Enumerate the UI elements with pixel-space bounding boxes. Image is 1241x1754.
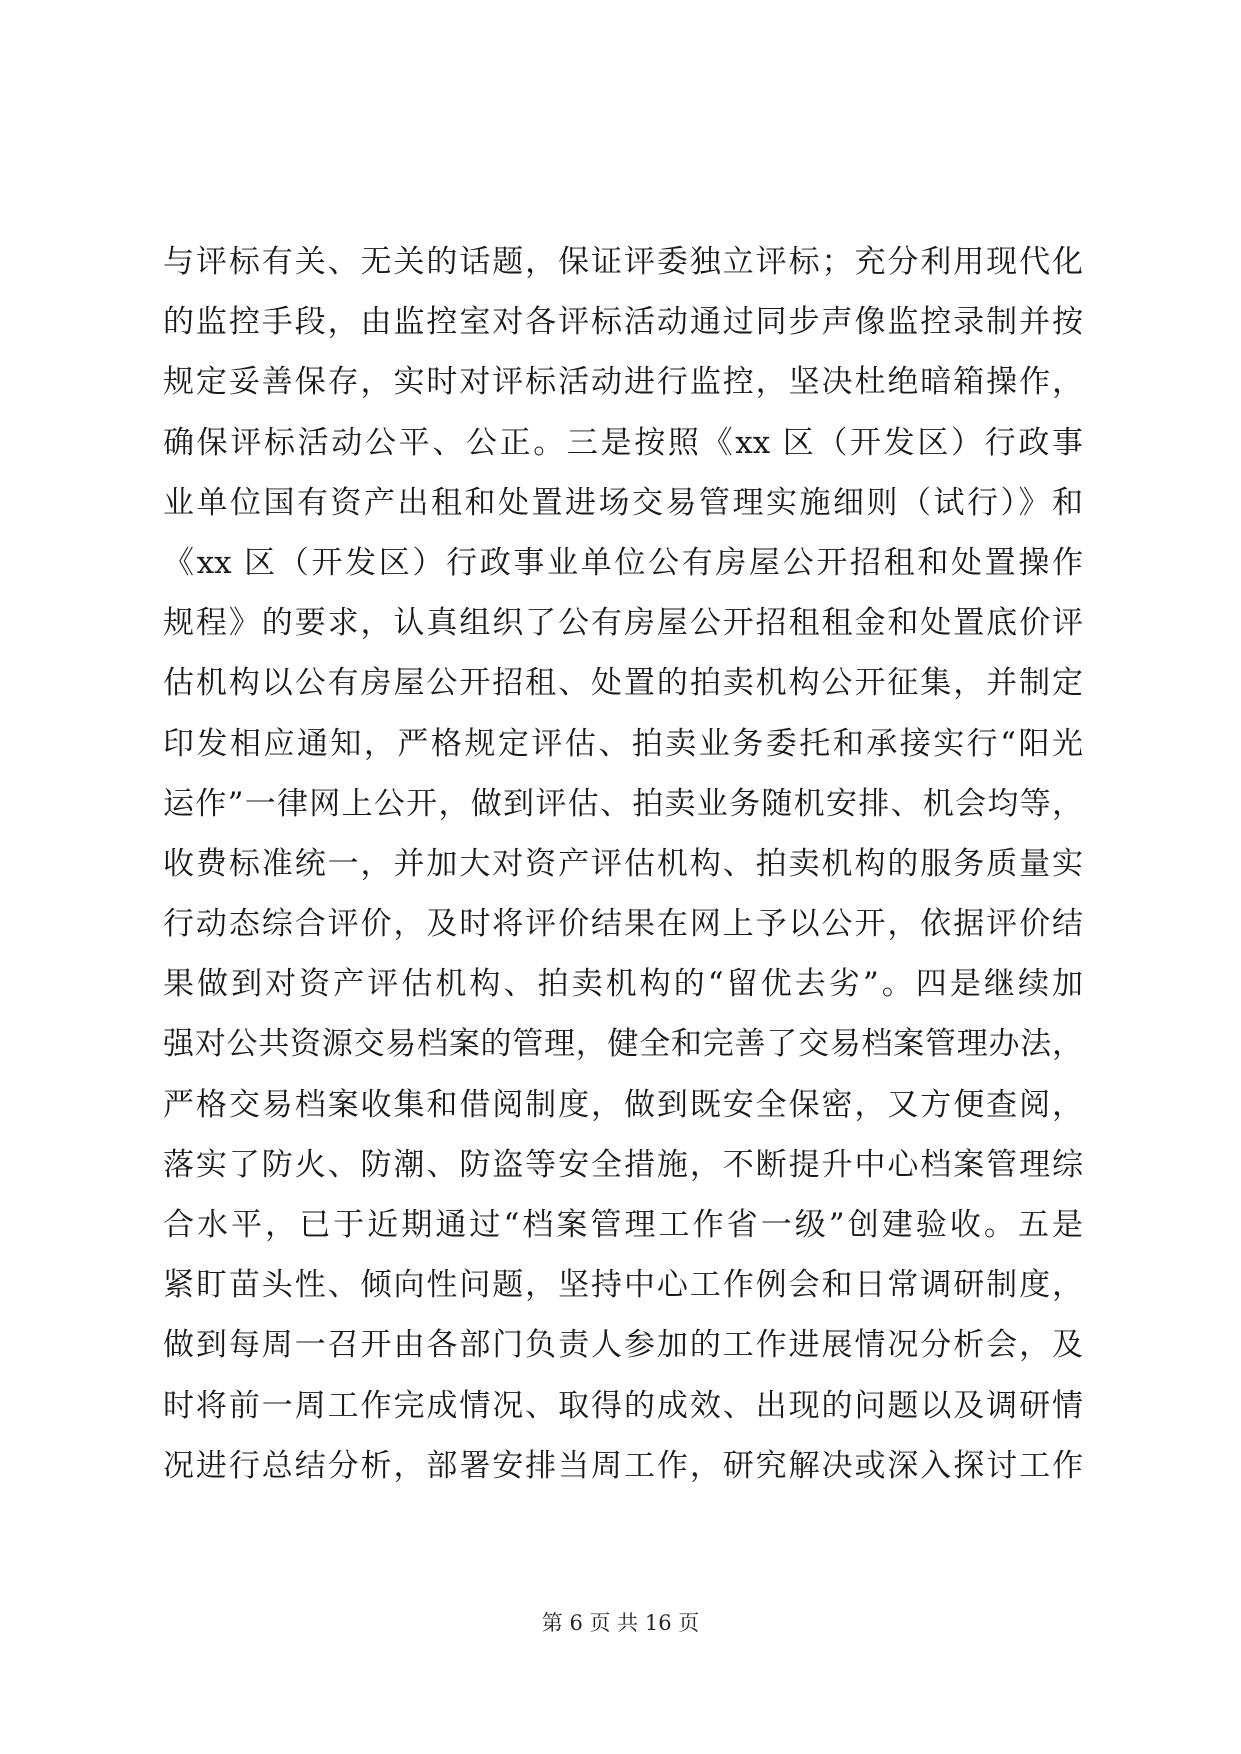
page-number-footer: 第 6 页 共 16 页: [541, 1611, 700, 1635]
text-line: 时将前一周工作完成情况、取得的成效、出现的问题以及调研情: [163, 1387, 1083, 1424]
text-line: 印发相应通知，严格规定评估、拍卖业务委托和承接实行“阳光: [163, 725, 1083, 762]
text-line: 规程》的要求，认真组织了公有房屋公开招租租金和处置底价评: [163, 605, 1083, 642]
text-line: 果做到对资产评估机构、拍卖机构的“留优去劣”。四是继续加: [163, 966, 1083, 1003]
text-line: 运作”一律网上公开，做到评估、拍卖业务随机安排、机会均等，: [163, 785, 1083, 822]
text-line: 《xx 区（开发区）行政事业单位公有房屋公开招租和处置操作: [163, 544, 1083, 581]
text-line: 确保评标活动公平、公正。三是按照《xx 区（开发区）行政事: [163, 424, 1083, 461]
text-line: 况进行总结分析，部署安排当周工作，研究解决或深入探讨工作: [163, 1447, 1083, 1484]
text-line: 与评标有关、无关的话题，保证评委独立评标；充分利用现代化: [163, 244, 1083, 280]
text-line: 业单位国有资产出租和处置进场交易管理实施细则（试行）》和: [163, 484, 1083, 521]
text-line: 估机构以公有房屋公开招租、处置的拍卖机构公开征集，并制定: [163, 665, 1083, 702]
body-text: [163, 232, 1083, 1496]
text-line: 落实了防火、防潮、防盗等安全措施，不断提升中心档案管理综: [163, 1146, 1083, 1183]
text-line: 规定妥善保存，实时对评标活动进行监控，坚决杜绝暗箱操作，: [163, 364, 1083, 401]
text-line: 严格交易档案收集和借阅制度，做到既安全保密，又方便查阅，: [163, 1086, 1083, 1123]
text-line: 的监控手段，由监控室对各评标活动通过同步声像监控录制并按: [163, 304, 1083, 341]
text-line: 做到每周一召开由各部门负责人参加的工作进展情况分析会，及: [163, 1327, 1083, 1364]
text-line: 强对公共资源交易档案的管理，健全和完善了交易档案管理办法，: [163, 1026, 1083, 1063]
text-line: 紧盯苗头性、倾向性问题，坚持中心工作例会和日常调研制度，: [163, 1267, 1083, 1304]
text-line: 合水平，已于近期通过“档案管理工作省一级”创建验收。五是: [163, 1207, 1083, 1243]
text-line: 收费标准统一，并加大对资产评估机构、拍卖机构的服务质量实: [163, 845, 1083, 882]
text-line: 行动态综合评价，及时将评价结果在网上予以公开，依据评价结: [163, 906, 1083, 943]
